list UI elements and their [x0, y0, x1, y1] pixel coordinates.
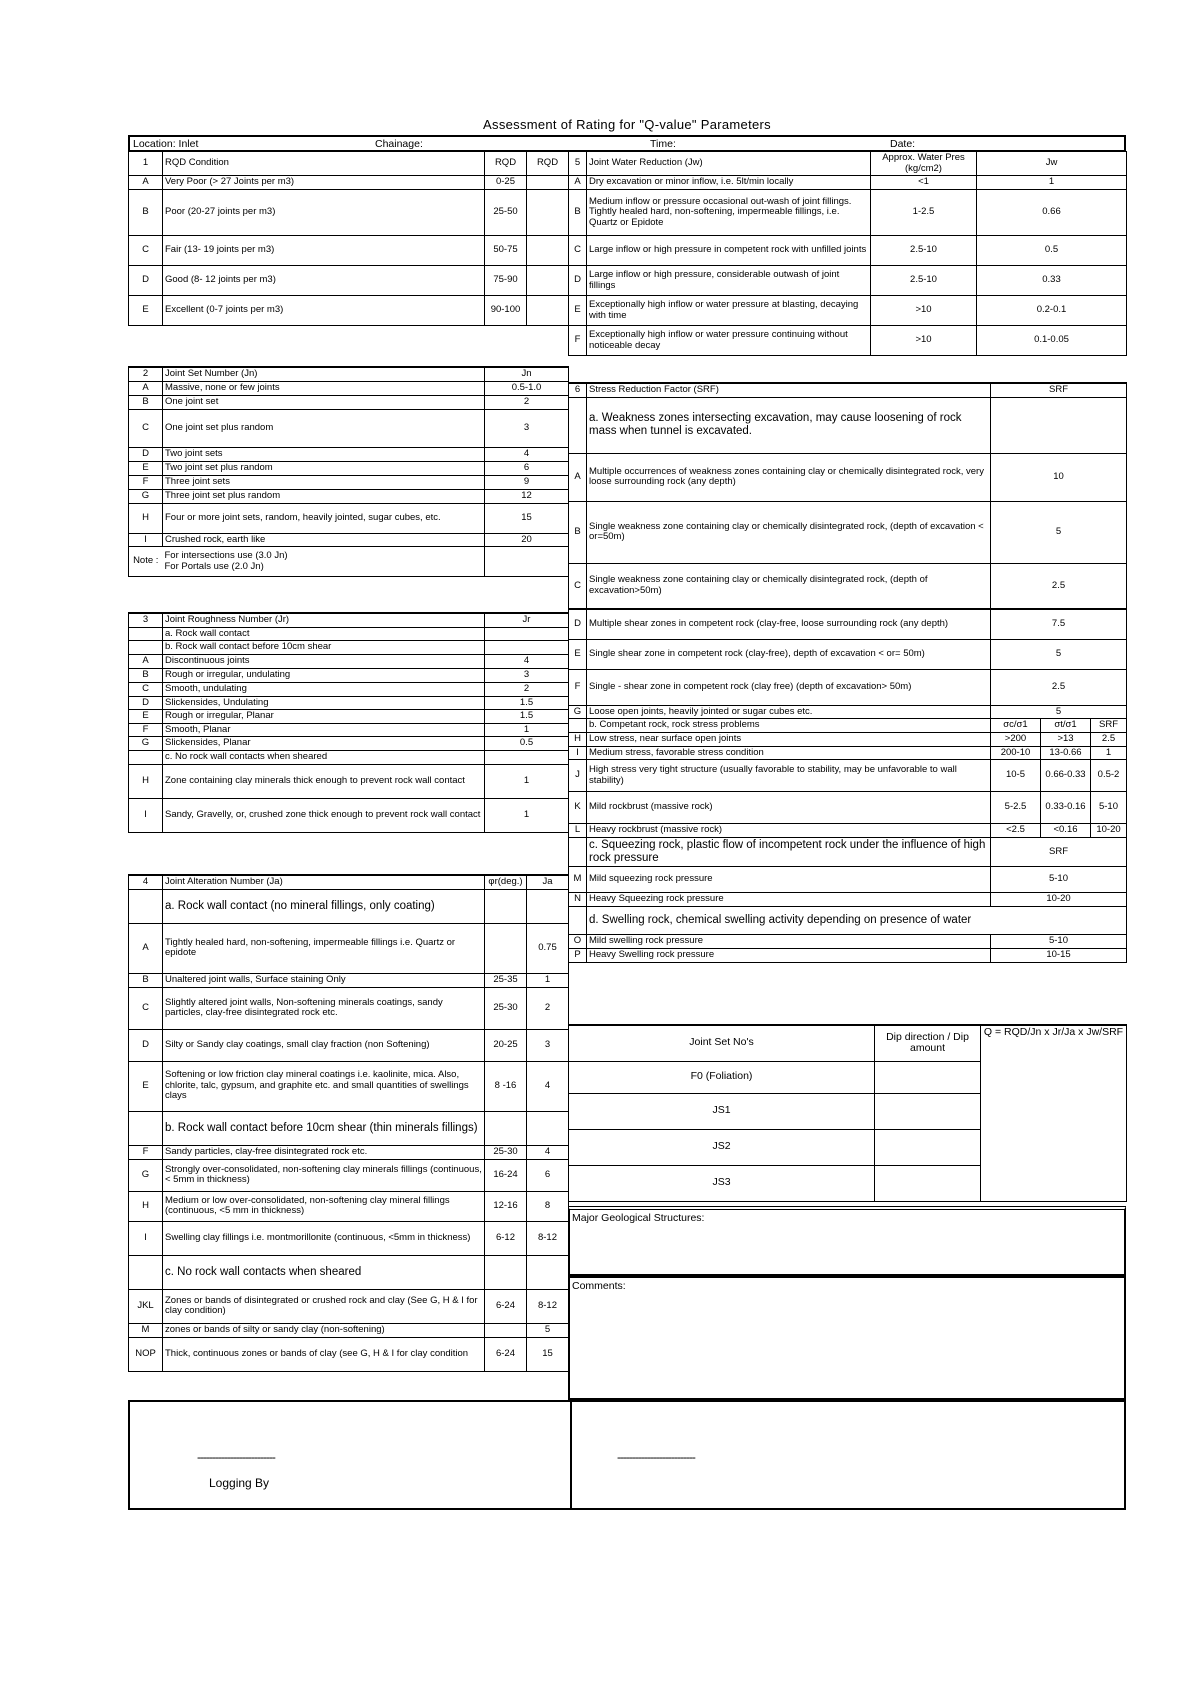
- table-cell: Crushed rock, earth like: [163, 533, 485, 547]
- date-label: Date:: [890, 138, 916, 150]
- comments-box[interactable]: [568, 1276, 1126, 1400]
- table-cell: 0.2-0.1: [977, 296, 1127, 326]
- jw-c1: Approx. Water Pres (kg/cm2): [871, 152, 977, 176]
- table-cell: 2.5: [991, 669, 1127, 705]
- table-cell: A: [569, 176, 587, 190]
- table-cell: >10: [871, 326, 977, 356]
- table-cell: Single weakness zone containing clay or chemically disintegrated rock, (depth of excavation < or=50m): [587, 501, 991, 563]
- table-cell: A: [129, 381, 163, 395]
- table-cell: Loose open joints, heavily jointed or sugar cubes etc.: [587, 705, 991, 719]
- table-cell: C: [129, 987, 163, 1029]
- table-cell: 6: [485, 461, 569, 475]
- table-cell: 3: [527, 1029, 569, 1061]
- table-cell: 10-20: [1091, 824, 1127, 838]
- table-cell: >10: [871, 296, 977, 326]
- table-cell: Two joint sets: [163, 447, 485, 461]
- table-cell: Two joint set plus random: [163, 461, 485, 475]
- table-cell: 6-24: [485, 1337, 527, 1371]
- table-cell: Exceptionally high inflow or water pressure continuing without noticeable decay: [587, 326, 871, 356]
- table-cell: NOP: [129, 1337, 163, 1371]
- table-cell: A: [569, 453, 587, 501]
- table-cell: Single - shear zone in competent rock (clay free) (depth of excavation> 50m): [587, 669, 991, 705]
- table-cell: Rough or irregular, Planar: [163, 710, 485, 724]
- table-cell: zones or bands of silty or sandy clay (non-softening): [163, 1323, 485, 1337]
- table-cell: Exceptionally high inflow or water pressure at blasting, decaying with time: [587, 296, 871, 326]
- table-cell: Multiple occurrences of weakness zones containing clay or chemically disintegrated rock, very loose surrounding rock (any depth): [587, 453, 991, 501]
- srf-head: Stress Reduction Factor (SRF): [587, 383, 991, 397]
- js-row: JS2: [569, 1129, 875, 1165]
- jw-c2: Jw: [977, 152, 1127, 176]
- table-cell: I: [129, 798, 163, 832]
- table-cell: 5: [991, 705, 1127, 719]
- table-cell: 25-30: [485, 1145, 527, 1159]
- table-cell: 5-2.5: [991, 792, 1041, 824]
- major-structures-box[interactable]: [568, 1206, 1126, 1276]
- table-cell: M: [129, 1323, 163, 1337]
- table-cell: 10-20: [991, 892, 1127, 906]
- table-cell: D: [569, 609, 587, 639]
- table-cell: F: [569, 326, 587, 356]
- signature-line-right: --------------------------: [617, 1450, 695, 1464]
- table-cell: Sandy, Gravelly, or, crushed zone thick enough to prevent rock wall contact: [163, 798, 485, 832]
- srf-b-c3: SRF: [1091, 719, 1127, 733]
- table-cell: 2.5-10: [871, 236, 977, 266]
- table-cell: >13: [1041, 732, 1091, 746]
- srf-b-c1: σc/σ1: [991, 719, 1041, 733]
- table-cell: C: [569, 563, 587, 609]
- table-cell: Zone containing clay minerals thick enough to prevent rock wall contact: [163, 764, 485, 798]
- q-formula: Q = RQD/Jn x Jr/Ja x Jw/SRF: [981, 1025, 1127, 1201]
- ja-sub-c: c. No rock wall contacts when sheared: [163, 1255, 485, 1289]
- table-cell: 5: [527, 1323, 569, 1337]
- table-cell: Multiple shear zones in competent rock (clay-free, loose surrounding rock (any depth): [587, 609, 991, 639]
- table-cell: 8-12: [527, 1289, 569, 1323]
- table-cell: Single shear zone in competent rock (clay-free), depth of excavation < or= 50m): [587, 639, 991, 669]
- table-cell: 20-25: [485, 1029, 527, 1061]
- table-cell: A: [129, 654, 163, 668]
- table-cell: F: [129, 723, 163, 737]
- table-cell: 0-25: [485, 176, 527, 190]
- table-cell: 4: [485, 654, 569, 668]
- table-cell: 1-2.5: [871, 190, 977, 236]
- table-cell: 0.33-0.16: [1041, 792, 1091, 824]
- table-cell: I: [129, 1221, 163, 1255]
- table-cell: One joint set: [163, 395, 485, 409]
- table-cell: C: [569, 236, 587, 266]
- table-cell: B: [569, 190, 587, 236]
- jn-no: 2: [129, 367, 163, 381]
- table-cell: L: [569, 824, 587, 838]
- time-label: Time:: [650, 138, 676, 150]
- signature-line-left: --------------------------: [197, 1450, 275, 1464]
- table-cell: 1: [485, 798, 569, 832]
- table-cell: Slickensides, Planar: [163, 737, 485, 751]
- table-cell: C: [129, 236, 163, 266]
- table-cell: Medium stress, favorable stress condition: [587, 746, 991, 760]
- table-cell: 4: [527, 1145, 569, 1159]
- table-cell: 15: [527, 1337, 569, 1371]
- ja-c1: φr(deg.): [485, 875, 527, 889]
- jr-table: [128, 612, 568, 833]
- ja-c2: Ja: [527, 875, 569, 889]
- table-cell: A: [129, 923, 163, 973]
- table-cell: 1: [527, 973, 569, 987]
- srf-sub-c: c. Squeezing rock, plastic flow of incompetent rock under the influence of high rock pressure: [587, 838, 991, 867]
- table-cell: Poor (20-27 joints per m3): [163, 190, 485, 236]
- rqd-no: 1: [129, 152, 163, 176]
- table-cell: 12-16: [485, 1191, 527, 1221]
- table-cell: 3: [485, 409, 569, 447]
- table-cell: 0.5: [485, 737, 569, 751]
- table-cell: 0.66: [977, 190, 1127, 236]
- ja-head: Joint Alteration Number (Ja): [163, 875, 485, 889]
- jr-sub-b: b. Rock wall contact before 10cm shear: [163, 641, 485, 655]
- table-cell: Smooth, Planar: [163, 723, 485, 737]
- js-input[interactable]: [875, 1165, 981, 1201]
- js-h1: Joint Set No's: [569, 1025, 875, 1061]
- table-cell: 10: [991, 453, 1127, 501]
- table-cell: Low stress, near surface open joints: [587, 732, 991, 746]
- srf-table: [568, 382, 1126, 963]
- rqd-table: [128, 151, 568, 326]
- rqd-c2: RQD: [527, 152, 569, 176]
- js-input[interactable]: [875, 1129, 981, 1165]
- table-cell: Slickensides, Undulating: [163, 696, 485, 710]
- table-cell: G: [129, 489, 163, 503]
- table-cell: H: [569, 732, 587, 746]
- table-cell: 200-10: [991, 746, 1041, 760]
- jw-table: [568, 151, 1126, 356]
- table-cell: 75-90: [485, 266, 527, 296]
- chainage-label: Chainage:: [375, 138, 423, 150]
- rqd-c1: RQD: [485, 152, 527, 176]
- table-cell: Good (8- 12 joints per m3): [163, 266, 485, 296]
- table-cell: F: [129, 1145, 163, 1159]
- js-row: JS3: [569, 1165, 875, 1201]
- jn-c1: Jn: [485, 367, 569, 381]
- table-cell: 12: [485, 489, 569, 503]
- table-cell: Three joint set plus random: [163, 489, 485, 503]
- table-cell: 4: [485, 447, 569, 461]
- srf-b-c2: σt/σ1: [1041, 719, 1091, 733]
- table-cell: Massive, none or few joints: [163, 381, 485, 395]
- table-cell: 5-10: [1091, 792, 1127, 824]
- table-cell: K: [569, 792, 587, 824]
- table-cell: Large inflow or high pressure in competent rock with unfilled joints: [587, 236, 871, 266]
- ja-sub-b: b. Rock wall contact before 10cm shear (thin minerals fillings): [163, 1111, 485, 1145]
- table-cell: 2.5: [1091, 732, 1127, 746]
- table-cell: 1: [977, 176, 1127, 190]
- srf-no: 6: [569, 383, 587, 397]
- table-cell: F: [569, 669, 587, 705]
- table-cell: 0.5-2: [1091, 760, 1127, 792]
- table-cell: 25-50: [485, 190, 527, 236]
- table-cell: 1: [1091, 746, 1127, 760]
- table-cell: H: [129, 1191, 163, 1221]
- table-cell: Zones or bands of disintegrated or crushed rock and clay (See G, H & I for clay condition): [163, 1289, 485, 1323]
- table-cell: Strongly over-consolidated, non-softening clay minerals fillings (continuous, < 5mm in thickness): [163, 1159, 485, 1191]
- table-cell: 3: [485, 668, 569, 682]
- table-cell: 1.5: [485, 710, 569, 724]
- table-cell: 2.5: [991, 563, 1127, 609]
- jr-c1: Jr: [485, 613, 569, 627]
- table-cell: Tightly healed hard, non-softening, impermeable fillings i.e. Quartz or epidote: [163, 923, 485, 973]
- table-cell: 9: [485, 475, 569, 489]
- sheet-title: Assessment of Rating for "Q-value" Parameters: [483, 117, 771, 132]
- table-cell: B: [129, 395, 163, 409]
- table-cell: <0.16: [1041, 824, 1091, 838]
- table-cell: 5-10: [991, 866, 1127, 892]
- table-cell: M: [569, 866, 587, 892]
- table-cell: Mild squeezing rock pressure: [587, 866, 991, 892]
- table-cell: 8-12: [527, 1221, 569, 1255]
- table-cell: 6: [527, 1159, 569, 1191]
- table-cell: Fair (13- 19 joints per m3): [163, 236, 485, 266]
- table-cell: <1: [871, 176, 977, 190]
- table-cell: 1: [485, 764, 569, 798]
- srf-sub-b: b. Competant rock, rock stress problems: [587, 719, 991, 733]
- table-cell: Mild swelling rock pressure: [587, 934, 991, 948]
- table-cell: [485, 1323, 527, 1337]
- table-cell: 0.5-1.0: [485, 381, 569, 395]
- table-cell: Excellent (0-7 joints per m3): [163, 296, 485, 326]
- table-cell: E: [129, 1061, 163, 1111]
- table-cell: D: [569, 266, 587, 296]
- table-cell: 6-12: [485, 1221, 527, 1255]
- table-cell: A: [129, 176, 163, 190]
- table-cell: 2.5-10: [871, 266, 977, 296]
- table-cell: 0.66-0.33: [1041, 760, 1091, 792]
- ja-no: 4: [129, 875, 163, 889]
- table-cell: Mild rockbrust (massive rock): [587, 792, 991, 824]
- table-cell: Slightly altered joint walls, Non-softening minerals coatings, sandy particles, clay-free disintegrated rock etc.: [163, 987, 485, 1029]
- table-cell: Heavy Swelling rock pressure: [587, 948, 991, 962]
- table-cell: 25-30: [485, 987, 527, 1029]
- js-input[interactable]: [875, 1061, 981, 1093]
- table-cell: Silty or Sandy clay coatings, small clay fraction (non Softening): [163, 1029, 485, 1061]
- table-cell: E: [129, 710, 163, 724]
- jr-sub-c: c. No rock wall contacts when sheared: [163, 751, 485, 765]
- table-cell: 2: [485, 395, 569, 409]
- table-cell: 0.75: [527, 923, 569, 973]
- table-cell: Swelling clay fillings i.e. montmorillonite (continuous, <5mm in thickness): [163, 1221, 485, 1255]
- table-cell: F: [129, 475, 163, 489]
- table-cell: Discontinuous joints: [163, 654, 485, 668]
- table-cell: G: [129, 737, 163, 751]
- table-cell: Very Poor (> 27 Joints per m3): [163, 176, 485, 190]
- table-cell: J: [569, 760, 587, 792]
- table-cell: Medium inflow or pressure occasional out-wash of joint fillings. Tightly healed hard, non-softening, impermeable fillings, i.e. Quartz or Epidote: [587, 190, 871, 236]
- header-row: [128, 135, 1126, 151]
- table-cell: 10-15: [991, 948, 1127, 962]
- table-cell: N: [569, 892, 587, 906]
- table-cell: >200: [991, 732, 1041, 746]
- comments-label: Comments:: [572, 1280, 626, 1292]
- table-cell: E: [569, 296, 587, 326]
- table-cell: 0.33: [977, 266, 1127, 296]
- table-cell: Dry excavation or minor inflow, i.e. 5lt/min locally: [587, 176, 871, 190]
- table-cell: P: [569, 948, 587, 962]
- table-cell: Softening or low friction clay mineral coatings i.e. kaolinite, mica. Also, chlorite, talc, gypsum, and graphite etc. and small quantities of swellings clays: [163, 1061, 485, 1111]
- table-cell: D: [129, 1029, 163, 1061]
- table-cell: 50-75: [485, 236, 527, 266]
- jn-head: Joint Set Number (Jn): [163, 367, 485, 381]
- table-cell: D: [129, 266, 163, 296]
- table-cell: <2.5: [991, 824, 1041, 838]
- srf-c-c1: SRF: [991, 838, 1127, 867]
- table-cell: 6-24: [485, 1289, 527, 1323]
- table-cell: D: [129, 696, 163, 710]
- table-cell: 7.5: [991, 609, 1127, 639]
- table-cell: 25-35: [485, 973, 527, 987]
- table-cell: 16-24: [485, 1159, 527, 1191]
- table-cell: B: [569, 501, 587, 563]
- table-cell: 20: [485, 533, 569, 547]
- joint-set-table: [568, 1024, 1126, 1202]
- table-cell: One joint set plus random: [163, 409, 485, 447]
- table-cell: Unaltered joint walls, Surface staining Only: [163, 973, 485, 987]
- table-cell: 2: [527, 987, 569, 1029]
- ja-table: [128, 874, 568, 1372]
- table-cell: 8: [527, 1191, 569, 1221]
- jr-sub-a: a. Rock wall contact: [163, 627, 485, 641]
- table-cell: [485, 923, 527, 973]
- table-cell: Four or more joint sets, random, heavily jointed, sugar cubes, etc.: [163, 503, 485, 533]
- location-label: Location: Inlet: [133, 138, 199, 150]
- table-cell: Heavy rockbrust (massive rock): [587, 824, 991, 838]
- table-cell: 2: [485, 682, 569, 696]
- note-intersections: For intersections use (3.0 Jn): [164, 550, 288, 562]
- table-cell: Single weakness zone containing clay or chemically disintegrated rock, (depth of excavation>50m): [587, 563, 991, 609]
- table-cell: O: [569, 934, 587, 948]
- table-cell: H: [129, 503, 163, 533]
- table-cell: C: [129, 409, 163, 447]
- jr-head: Joint Roughness Number (Jr): [163, 613, 485, 627]
- table-cell: C: [129, 682, 163, 696]
- table-cell: H: [129, 764, 163, 798]
- jn-table: [128, 366, 568, 577]
- table-cell: 1.5: [485, 696, 569, 710]
- table-cell: Large inflow or high pressure, considerable outwash of joint fillings: [587, 266, 871, 296]
- table-cell: Rough or irregular, undulating: [163, 668, 485, 682]
- note-portals: For Portals use (2.0 Jn): [164, 560, 264, 572]
- table-cell: Smooth, undulating: [163, 682, 485, 696]
- table-cell: 5: [991, 501, 1127, 563]
- js-row: F0 (Foliation): [569, 1061, 875, 1093]
- table-cell: B: [129, 668, 163, 682]
- jw-head: Joint Water Reduction (Jw): [587, 152, 871, 176]
- table-cell: Sandy particles, clay-free disintegrated rock etc.: [163, 1145, 485, 1159]
- major-structures-label: Major Geological Structures:: [572, 1212, 705, 1224]
- table-cell: I: [129, 533, 163, 547]
- table-cell: D: [129, 447, 163, 461]
- srf-sub-a: a. Weakness zones intersecting excavation, may cause loosening of rock mass when tunnel is excavated.: [587, 397, 991, 453]
- table-cell: 5-10: [991, 934, 1127, 948]
- note-label: Note :: [129, 547, 163, 577]
- table-cell: B: [129, 973, 163, 987]
- table-cell: 8 -16: [485, 1061, 527, 1111]
- table-cell: Medium or low over-consolidated, non-softening clay mineral fillings (continuous, <5 mm in thickness): [163, 1191, 485, 1221]
- table-cell: 5: [991, 639, 1127, 669]
- table-cell: E: [569, 639, 587, 669]
- table-cell: 4: [527, 1061, 569, 1111]
- table-cell: 13-0.66: [1041, 746, 1091, 760]
- srf-sub-d: d. Swelling rock, chemical swelling activity depending on presence of water: [587, 906, 1127, 934]
- table-cell: B: [129, 190, 163, 236]
- table-cell: 0.5: [977, 236, 1127, 266]
- srf-c1: SRF: [991, 383, 1127, 397]
- table-cell: G: [129, 1159, 163, 1191]
- jw-no: 5: [569, 152, 587, 176]
- jr-no: 3: [129, 613, 163, 627]
- table-cell: High stress very tight structure (usually favorable to stability, may be unfavorable to wall stability): [587, 760, 991, 792]
- table-cell: 0.1-0.05: [977, 326, 1127, 356]
- table-cell: 10-5: [991, 760, 1041, 792]
- logging-by-label: Logging By: [209, 1476, 270, 1490]
- table-cell: Thick, continuous zones or bands of clay (see G, H & I for clay condition: [163, 1337, 485, 1371]
- table-cell: 15: [485, 503, 569, 533]
- table-cell: E: [129, 296, 163, 326]
- table-cell: 90-100: [485, 296, 527, 326]
- table-cell: 1: [485, 723, 569, 737]
- js-input[interactable]: [875, 1093, 981, 1129]
- table-cell: I: [569, 746, 587, 760]
- js-row: JS1: [569, 1093, 875, 1129]
- rqd-head: RQD Condition: [163, 152, 485, 176]
- table-cell: Heavy Squeezing rock pressure: [587, 892, 991, 906]
- js-h2: Dip direction / Dip amount: [875, 1025, 981, 1061]
- table-cell: E: [129, 461, 163, 475]
- table-cell: JKL: [129, 1289, 163, 1323]
- ja-sub-a: a. Rock wall contact (no mineral fillings, only coating): [163, 889, 485, 923]
- table-cell: Three joint sets: [163, 475, 485, 489]
- table-cell: G: [569, 705, 587, 719]
